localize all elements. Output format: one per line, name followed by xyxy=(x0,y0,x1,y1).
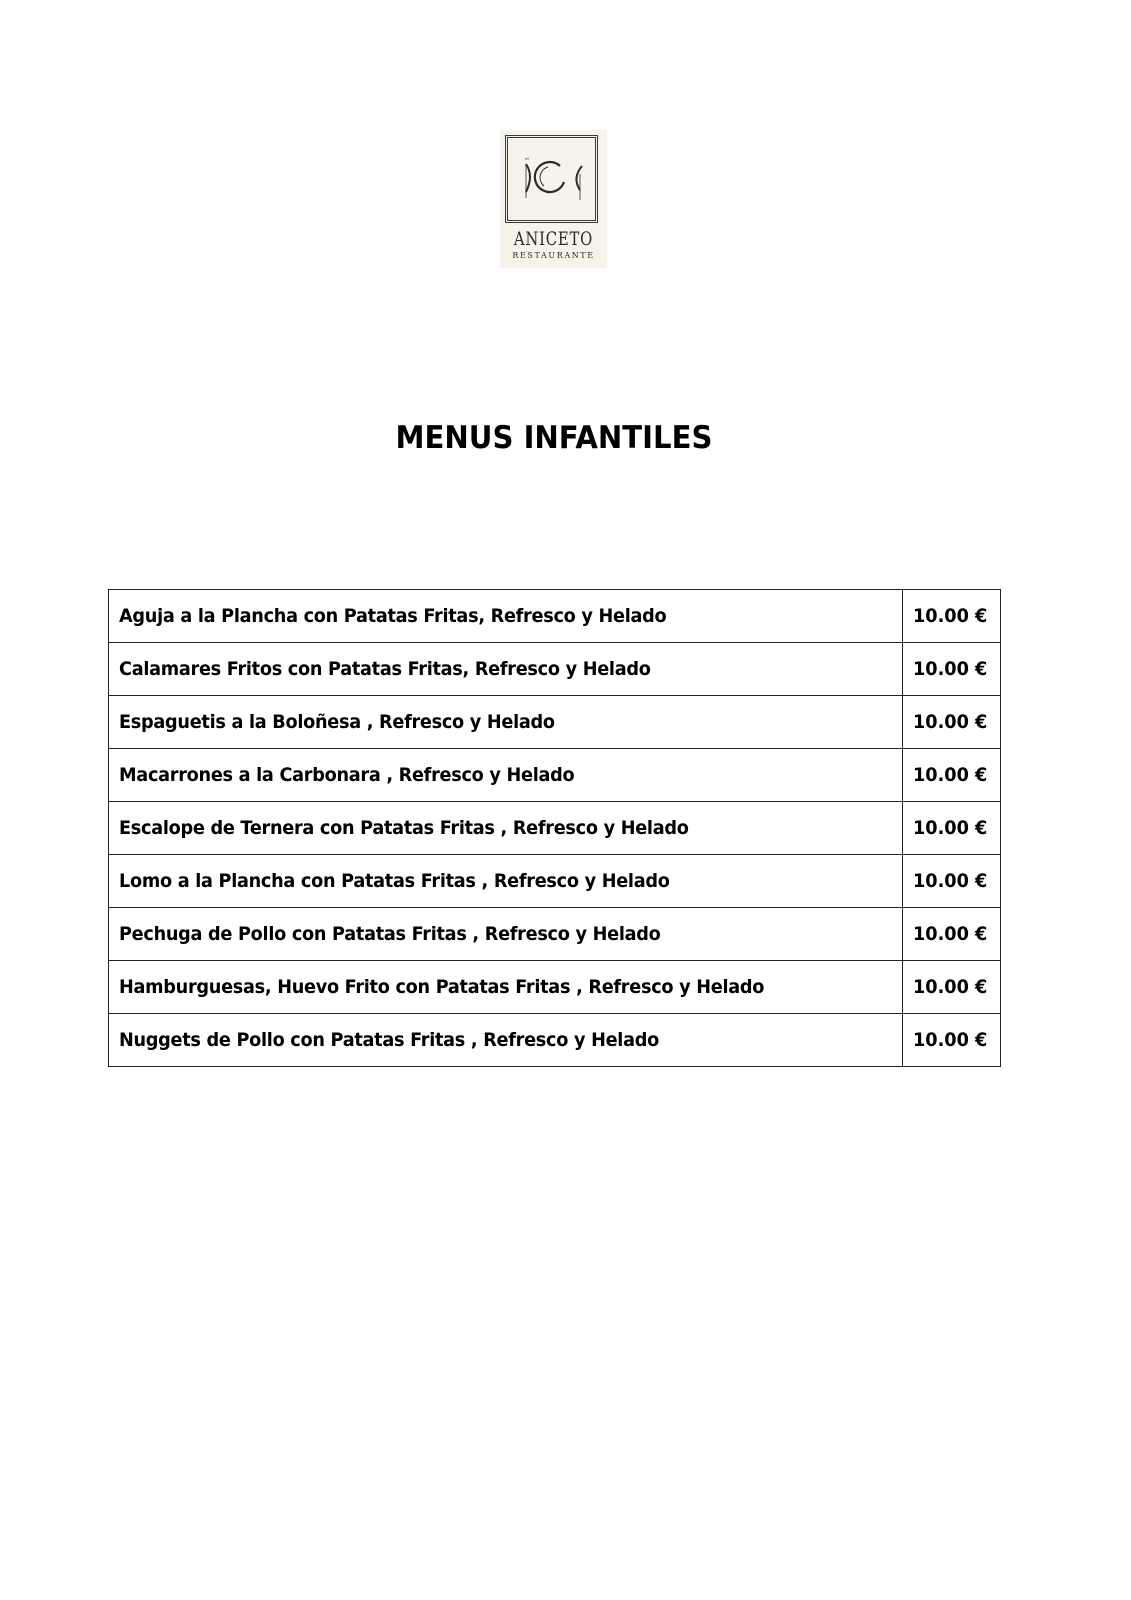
logo-frame xyxy=(505,135,598,223)
menu-item-price: 10.00 € xyxy=(903,1014,1001,1067)
page-title: MENUS INFANTILES xyxy=(395,420,713,456)
menu-item-name: Macarrones a la Carbonara , Refresco y Helado xyxy=(109,749,903,802)
menu-item-price: 10.00 € xyxy=(903,855,1001,908)
menu-item-price: 10.00 € xyxy=(903,696,1001,749)
restaurant-logo xyxy=(500,130,607,268)
table-row xyxy=(109,749,1001,802)
menu-item-name: Lomo a la Plancha con Patatas Fritas , Refresco y Helado xyxy=(109,855,903,908)
table-row xyxy=(109,1014,1001,1067)
table-row xyxy=(109,643,1001,696)
menu-item-price: 10.00 € xyxy=(903,802,1001,855)
menu-item-name: Nuggets de Pollo con Patatas Fritas , Refresco y Helado xyxy=(109,1014,903,1067)
table-row xyxy=(109,696,1001,749)
table-row xyxy=(109,590,1001,643)
menu-item-name: Espaguetis a la Boloñesa , Refresco y Helado xyxy=(109,696,903,749)
svg-text:ᵉᵗ: ᵉᵗ xyxy=(525,157,529,164)
menu-item-name: Pechuga de Pollo con Patatas Fritas , Refresco y Helado xyxy=(109,908,903,961)
table-row xyxy=(109,908,1001,961)
menu-item-price: 10.00 € xyxy=(903,961,1001,1014)
menu-item-name: Escalope de Ternera con Patatas Fritas , Refresco y Helado xyxy=(109,802,903,855)
menu-item-name: Calamares Fritos con Patatas Fritas, Refresco y Helado xyxy=(109,643,903,696)
table-row xyxy=(109,855,1001,908)
menu-table xyxy=(108,589,1001,1067)
menu-item-name: Hamburguesas, Huevo Frito con Patatas Fritas , Refresco y Helado xyxy=(109,961,903,1014)
plate-fork-knife-icon xyxy=(508,138,595,220)
logo-subtitle: RESTAURANTE xyxy=(512,251,595,260)
menu-item-price: 10.00 € xyxy=(903,643,1001,696)
table-row xyxy=(109,961,1001,1014)
menu-item-price: 10.00 € xyxy=(903,749,1001,802)
menu-item-price: 10.00 € xyxy=(903,590,1001,643)
table-row xyxy=(109,802,1001,855)
menu-item-price: 10.00 € xyxy=(903,908,1001,961)
menu-item-name: Aguja a la Plancha con Patatas Fritas, Refresco y Helado xyxy=(109,590,903,643)
logo-name: ANICETO xyxy=(513,228,594,250)
